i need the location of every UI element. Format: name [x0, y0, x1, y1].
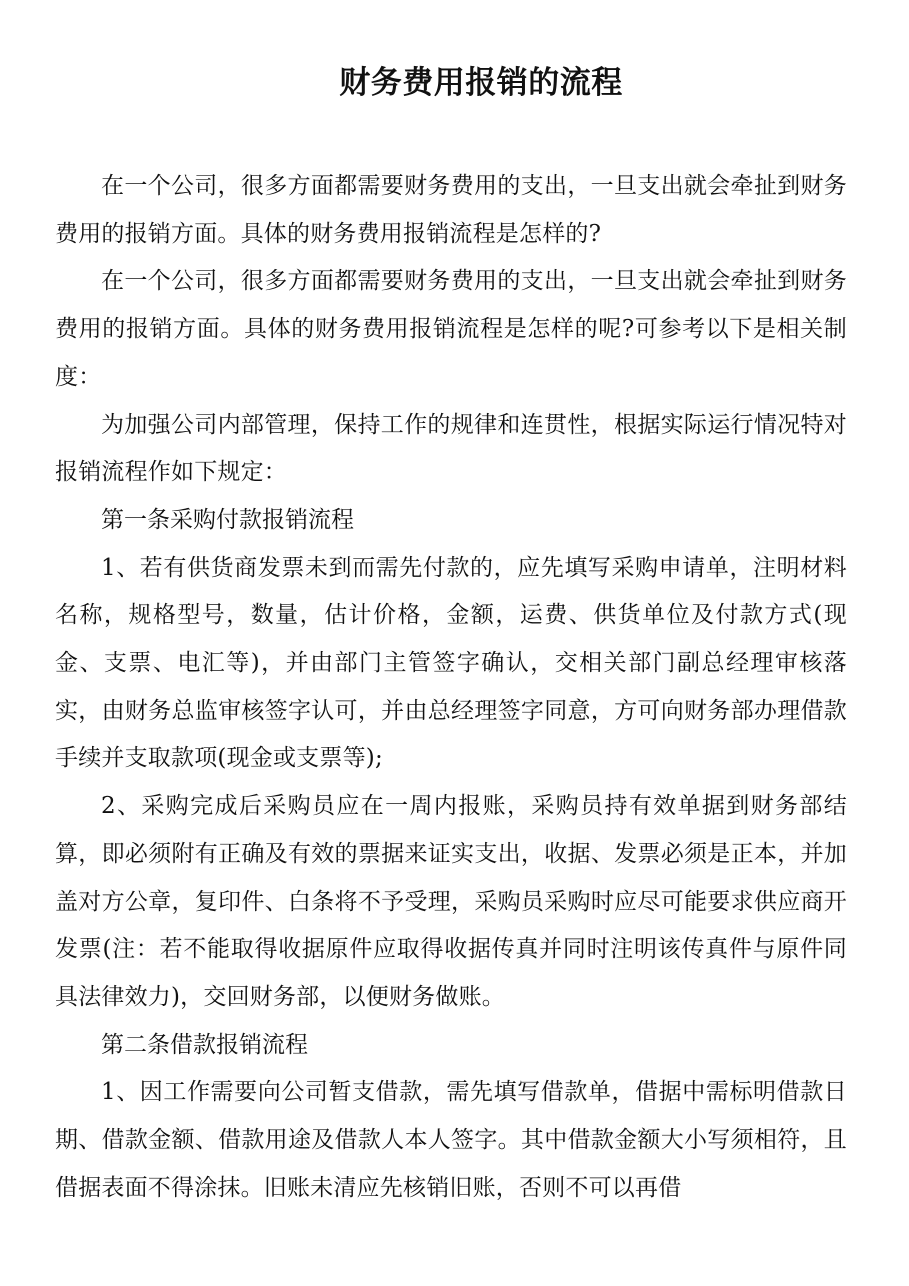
- paragraph-procurement-1: 1、若有供货商发票未到而需先付款的，应先填写采购申请单，注明材料名称，规格型号，数量，估计价格，金额，运费、供货单位及付款方式(现金、支票、电汇等)，并由部门主管签字确认，交相关部门副总经理审核落实，由财务总监审核签字认可，并由总经理签字同意，方可向财务部办理借款手续并支取款项(现金或支票等);: [55, 554, 847, 772]
- section-heading-2: 第二条借款报销流程: [101, 1031, 308, 1058]
- paragraph-procurement-2: 2、采购完成后采购员应在一周内报账，采购员持有效单据到财务部结算，即必须附有正确及有效的票据来证实支出，收据、发票必须是正本，并加盖对方公章，复印件、白条将不予受理，采购员采购时应尽可能要求供应商开发票(注：若不能取得收据原件应取得收据传真并同时注明该传真件与原件同具法律效力)，交回财务部，以便财务做账。: [55, 793, 847, 1010]
- paragraph-intro-2: 在一个公司，很多方面都需要财务费用的支出，一旦支出就会牵扯到财务费用的报销方面。具体的财务费用报销流程是怎样的呢?可参考以下是相关制度：: [55, 268, 847, 390]
- document-body: [55, 163, 847, 1212]
- section-heading-1: 第一条采购付款报销流程: [101, 506, 354, 533]
- paragraph-purpose: 为加强公司内部管理，保持工作的规律和连贯性，根据实际运行情况特对报销流程作如下规定：: [55, 411, 847, 486]
- paragraph-intro-1: 在一个公司，很多方面都需要财务费用的支出，一旦支出就会牵扯到财务费用的报销方面。具体的财务费用报销流程是怎样的?: [55, 173, 847, 247]
- document-title: 财务费用报销的流程: [339, 65, 623, 101]
- paragraph-loan-1: 1、因工作需要向公司暂支借款，需先填写借款单，借据中需标明借款日期、借款金额、借款用途及借款人本人签字。其中借款金额大小写须相符，且借据表面不得涂抹。旧账未清应先核销旧账，否则不可以再借: [55, 1079, 847, 1201]
